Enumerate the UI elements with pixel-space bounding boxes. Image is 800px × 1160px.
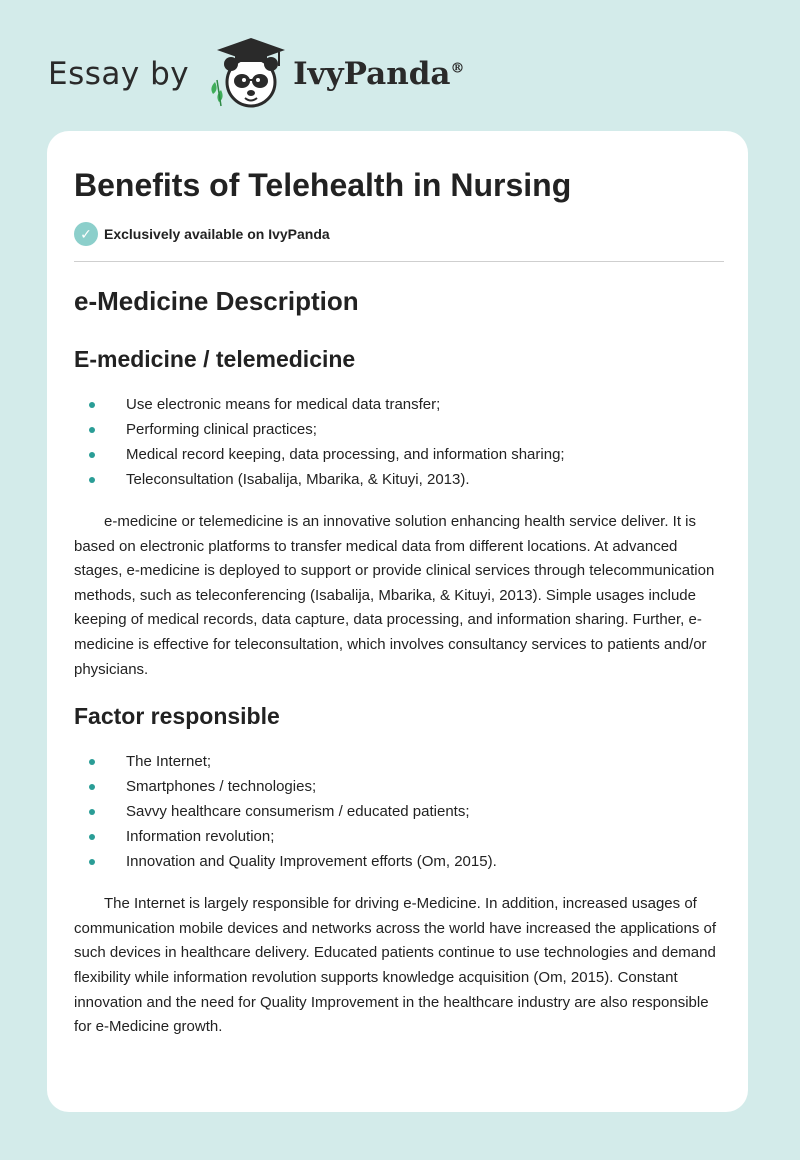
panda-graduate-icon: [207, 36, 287, 112]
brand-essay-by: Essay by: [48, 56, 190, 92]
subsection-heading-factors: Factor responsible: [74, 703, 280, 730]
page-title: Benefits of Telehealth in Nursing: [74, 167, 572, 203]
list-item: Information revolution;: [74, 824, 724, 849]
list-item: Savvy healthcare consumerism / educated patients;: [74, 799, 724, 824]
list-item: Smartphones / technologies;: [74, 774, 724, 799]
bullet-list-telemedicine: [74, 392, 724, 492]
article-card: [47, 131, 748, 1112]
paragraph-factors: The Internet is largely responsible for driving e-Medicine. In addition, increased usages of communication mobile devices and networks across the world have increased the applications of such devices in healthcare delivery. Educated patients continue to use technologies and demand flexibility while information revolution supports knowledge acquisition (Om, 2015). Constant innovation and the need for Quality Improvement in the healthcare industry are also responsible for e-Medicine growth.: [74, 895, 717, 1036]
badge-label: Exclusively available on IvyPanda: [104, 226, 330, 242]
bullet-list-factors: [74, 749, 724, 874]
list-item: Innovation and Quality Improvement efforts (Om, 2015).: [74, 849, 724, 874]
list-item: Teleconsultation (Isabalija, Mbarika, & Kituyi, 2013).: [74, 467, 724, 492]
article-body: [74, 285, 724, 1059]
section-heading: e-Medicine Description: [74, 286, 359, 316]
list-item: Use electronic means for medical data transfer;: [74, 392, 724, 417]
exclusive-badge: [74, 222, 330, 246]
paragraph-telemedicine: e-medicine or telemedicine is an innovative solution enhancing health service deliver. It is based on electronic platforms to transfer medical data from different locations. At advanced stages, e-medicine is deployed to support or provide clinical services through telecommunication methods, such as teleconferencing (Isabalija, Mbarika, & Kituyi, 2013). Simple usages include keeping of medical records, data capture, data processing, and information sharing. Further, e-medicine is effective for teleconsultation, which involves consultancy services to patients and/or physicians.: [74, 513, 715, 678]
title-divider: [74, 261, 724, 262]
list-item: Performing clinical practices;: [74, 417, 724, 442]
brand-name: IvyPanda®: [293, 56, 465, 92]
list-item: The Internet;: [74, 749, 724, 774]
list-item: Medical record keeping, data processing, and information sharing;: [74, 442, 724, 467]
check-circle-icon: ✓: [74, 222, 98, 246]
brand-header[interactable]: [48, 36, 465, 112]
subsection-heading-telemedicine: E-medicine / telemedicine: [74, 346, 356, 372]
